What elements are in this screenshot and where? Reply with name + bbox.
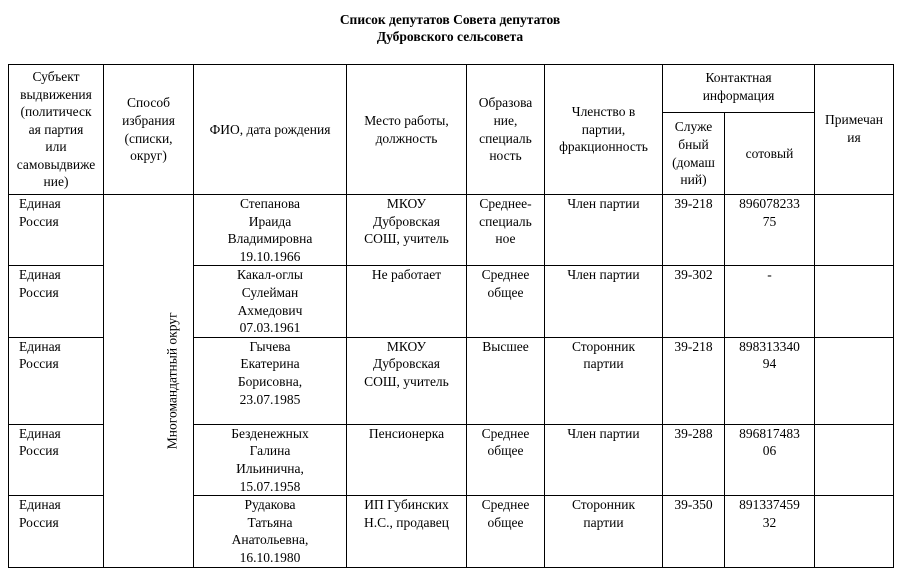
header-line: фракционность xyxy=(559,139,648,155)
table-row xyxy=(9,195,894,266)
cell-subject xyxy=(9,266,104,337)
header-contact xyxy=(663,65,815,113)
cell-fio-line: Гычева xyxy=(249,338,291,354)
cell-work xyxy=(347,496,467,567)
title-line-1: Список депутатов Совета депутатов xyxy=(339,12,561,27)
cell-membership-line: Член партии xyxy=(567,267,640,283)
cell-education xyxy=(467,337,545,424)
cell-fio-line: Безденежных xyxy=(231,425,309,441)
cell-education-line: Высшее xyxy=(482,338,529,354)
cell-subject xyxy=(9,496,104,567)
header-line: ая партия xyxy=(28,121,84,137)
cell-membership-line: партии xyxy=(583,514,624,530)
cell-mobile-line: - xyxy=(767,267,772,283)
header-line: выдвижения xyxy=(20,86,92,102)
header-line: ность xyxy=(489,148,522,164)
cell-education-line: специаль xyxy=(479,213,532,229)
cell-mobile-line: 896817483 xyxy=(739,425,800,441)
cell-subject-line: Единая xyxy=(19,497,61,513)
cell-education xyxy=(467,496,545,567)
header-line: (домаш xyxy=(672,154,715,170)
cell-fio-line: Ахмедович xyxy=(237,302,303,318)
header-line: Способ xyxy=(127,95,170,111)
header-line: Место работы, xyxy=(364,112,449,128)
cell-phone: 39-288 xyxy=(663,424,725,495)
header-mobile-text: сотовый xyxy=(745,145,794,161)
cell-fio-line: Рудакова xyxy=(244,497,296,513)
cell-notes xyxy=(815,266,894,337)
cell-subject-line: Россия xyxy=(19,443,59,459)
cell-education xyxy=(467,266,545,337)
cell-work-line: Дубровская xyxy=(373,213,440,229)
cell-mobile-line: 75 xyxy=(762,213,777,229)
cell-fio-line: Екатерина xyxy=(240,356,300,372)
cell-fio-line: 23.07.1985 xyxy=(239,391,301,407)
header-line: бный xyxy=(678,136,709,152)
cell-membership-line: Член партии xyxy=(567,425,640,441)
cell-mobile xyxy=(725,266,815,337)
cell-mobile-line: 94 xyxy=(762,356,777,372)
cell-fio-line: Владимировна xyxy=(227,231,313,247)
header-line: (политическ xyxy=(20,104,92,120)
header-fio-text: ФИО, дата рождения xyxy=(209,121,331,137)
cell-subject xyxy=(9,424,104,495)
cell-work-line: Дубровская xyxy=(373,356,440,372)
cell-fio-line: Ильинична, xyxy=(236,460,304,476)
cell-fio xyxy=(194,496,347,567)
cell-notes xyxy=(815,195,894,266)
cell-membership-line: Член партии xyxy=(567,196,640,211)
cell-education-line: ное xyxy=(495,231,516,247)
cell-notes xyxy=(815,337,894,424)
cell-mobile xyxy=(725,195,815,266)
cell-fio xyxy=(194,337,347,424)
cell-subject-line: Единая xyxy=(19,267,61,283)
cell-work-line: Пенсионерка xyxy=(368,425,445,441)
cell-phone: 39-218 xyxy=(663,337,725,424)
cell-work-line: МКОУ xyxy=(386,338,427,354)
header-line: Образова xyxy=(478,95,533,111)
cell-fio-line: Ираида xyxy=(248,213,292,229)
header-line: ний) xyxy=(680,172,707,188)
header-method xyxy=(104,65,194,195)
cell-education-line: общее xyxy=(487,443,524,459)
cell-fio-line: Сулейман xyxy=(241,284,299,300)
cell-subject xyxy=(9,337,104,424)
cell-education xyxy=(467,424,545,495)
header-notes xyxy=(815,65,894,195)
cell-fio-line: 15.07.1958 xyxy=(239,478,301,494)
cell-subject xyxy=(9,195,104,266)
cell-mobile xyxy=(725,496,815,567)
cell-education-line: Среднее- xyxy=(479,196,532,211)
cell-work xyxy=(347,266,467,337)
cell-fio xyxy=(194,424,347,495)
cell-work xyxy=(347,195,467,266)
cell-work-line: Н.С., продавец xyxy=(364,514,449,530)
header-line: (списки, xyxy=(124,130,173,146)
cell-education-line: Среднее xyxy=(481,425,530,441)
cell-fio-line: Какал-оглы xyxy=(237,267,303,283)
cell-work-line: Не работает xyxy=(371,267,442,283)
cell-fio xyxy=(194,195,347,266)
header-line: информация xyxy=(702,87,775,103)
cell-fio xyxy=(194,266,347,337)
header-line: избрания xyxy=(122,112,175,128)
cell-education-line: общее xyxy=(487,284,524,300)
cell-subject-line: Единая xyxy=(19,338,61,354)
cell-mobile-line: 896078233 xyxy=(739,196,800,211)
cell-fio-line: 16.10.1980 xyxy=(239,549,301,565)
cell-subject-line: Единая xyxy=(19,425,61,441)
cell-membership-line: партии xyxy=(583,356,624,372)
header-work xyxy=(347,65,467,195)
header-subject xyxy=(9,65,104,195)
header-line: округ) xyxy=(130,148,167,164)
cell-mobile xyxy=(725,337,815,424)
cell-mobile-line: 898313340 xyxy=(739,338,800,354)
cell-fio-line: Степанова xyxy=(239,196,301,211)
cell-mobile-line: 32 xyxy=(762,514,777,530)
header-mobile xyxy=(725,113,815,195)
header-line: самовыдвиже xyxy=(16,156,96,172)
header-line: специаль xyxy=(479,130,532,146)
cell-fio-line: 19.10.1966 xyxy=(239,248,301,264)
header-line: Контактная xyxy=(705,70,772,85)
header-line: должность xyxy=(375,130,438,146)
cell-fio-line: Анатольевна, xyxy=(231,532,309,548)
cell-membership xyxy=(545,195,663,266)
header-line: ние) xyxy=(43,174,69,190)
cell-fio-line: 07.03.1961 xyxy=(239,320,301,336)
header-line: Субъект xyxy=(32,68,80,84)
cell-phone: 39-302 xyxy=(663,266,725,337)
cell-education-line: общее xyxy=(487,514,524,530)
header-line: ия xyxy=(847,129,861,145)
cell-education-line: Среднее xyxy=(481,267,530,283)
header-line: партии, xyxy=(581,121,626,137)
cell-mobile-line: 891337459 xyxy=(739,497,800,513)
header-membership xyxy=(545,65,663,195)
cell-subject-line: Россия xyxy=(19,284,59,300)
cell-subject-line: Единая xyxy=(19,196,61,211)
cell-work-line: СОШ, учитель xyxy=(364,373,449,389)
cell-notes xyxy=(815,496,894,567)
cell-education xyxy=(467,195,545,266)
cell-subject-line: Россия xyxy=(19,356,59,372)
district-label: Многомандатный округ xyxy=(164,312,180,450)
cell-fio-line: Галина xyxy=(249,443,291,459)
cell-fio-line: Борисовна, xyxy=(237,373,303,389)
header-service-phone xyxy=(663,113,725,195)
cell-phone: 39-350 xyxy=(663,496,725,567)
title-line-2: Дубровского сельсовета xyxy=(376,29,524,44)
cell-work-line: ИП Губинских xyxy=(364,497,449,513)
header-line: или xyxy=(45,139,67,155)
header-line: ние, xyxy=(493,112,518,128)
header-line: Примечан xyxy=(825,112,883,127)
cell-education-line: Среднее xyxy=(481,497,530,513)
cell-work xyxy=(347,424,467,495)
cell-subject-line: Россия xyxy=(19,514,59,530)
cell-work-line: СОШ, учитель xyxy=(364,231,449,247)
header-line: Служе xyxy=(674,119,713,135)
cell-district xyxy=(104,195,194,568)
cell-subject-line: Россия xyxy=(19,213,59,229)
cell-membership xyxy=(545,424,663,495)
cell-membership-line: Сторонник xyxy=(571,497,636,513)
cell-mobile xyxy=(725,424,815,495)
cell-membership-line: Сторонник xyxy=(571,338,636,354)
header-education xyxy=(467,65,545,195)
cell-fio-line: Татьяна xyxy=(247,514,293,530)
cell-work-line: МКОУ xyxy=(386,196,427,211)
document-title xyxy=(0,11,900,45)
cell-work xyxy=(347,337,467,424)
cell-membership xyxy=(545,337,663,424)
header-line: Членство в xyxy=(571,104,636,120)
header-fio xyxy=(194,65,347,195)
cell-mobile-line: 06 xyxy=(762,443,777,459)
cell-membership xyxy=(545,496,663,567)
cell-phone: 39-218 xyxy=(663,195,725,266)
table-body xyxy=(9,195,894,568)
deputies-table xyxy=(8,64,894,568)
cell-notes xyxy=(815,424,894,495)
cell-membership xyxy=(545,266,663,337)
